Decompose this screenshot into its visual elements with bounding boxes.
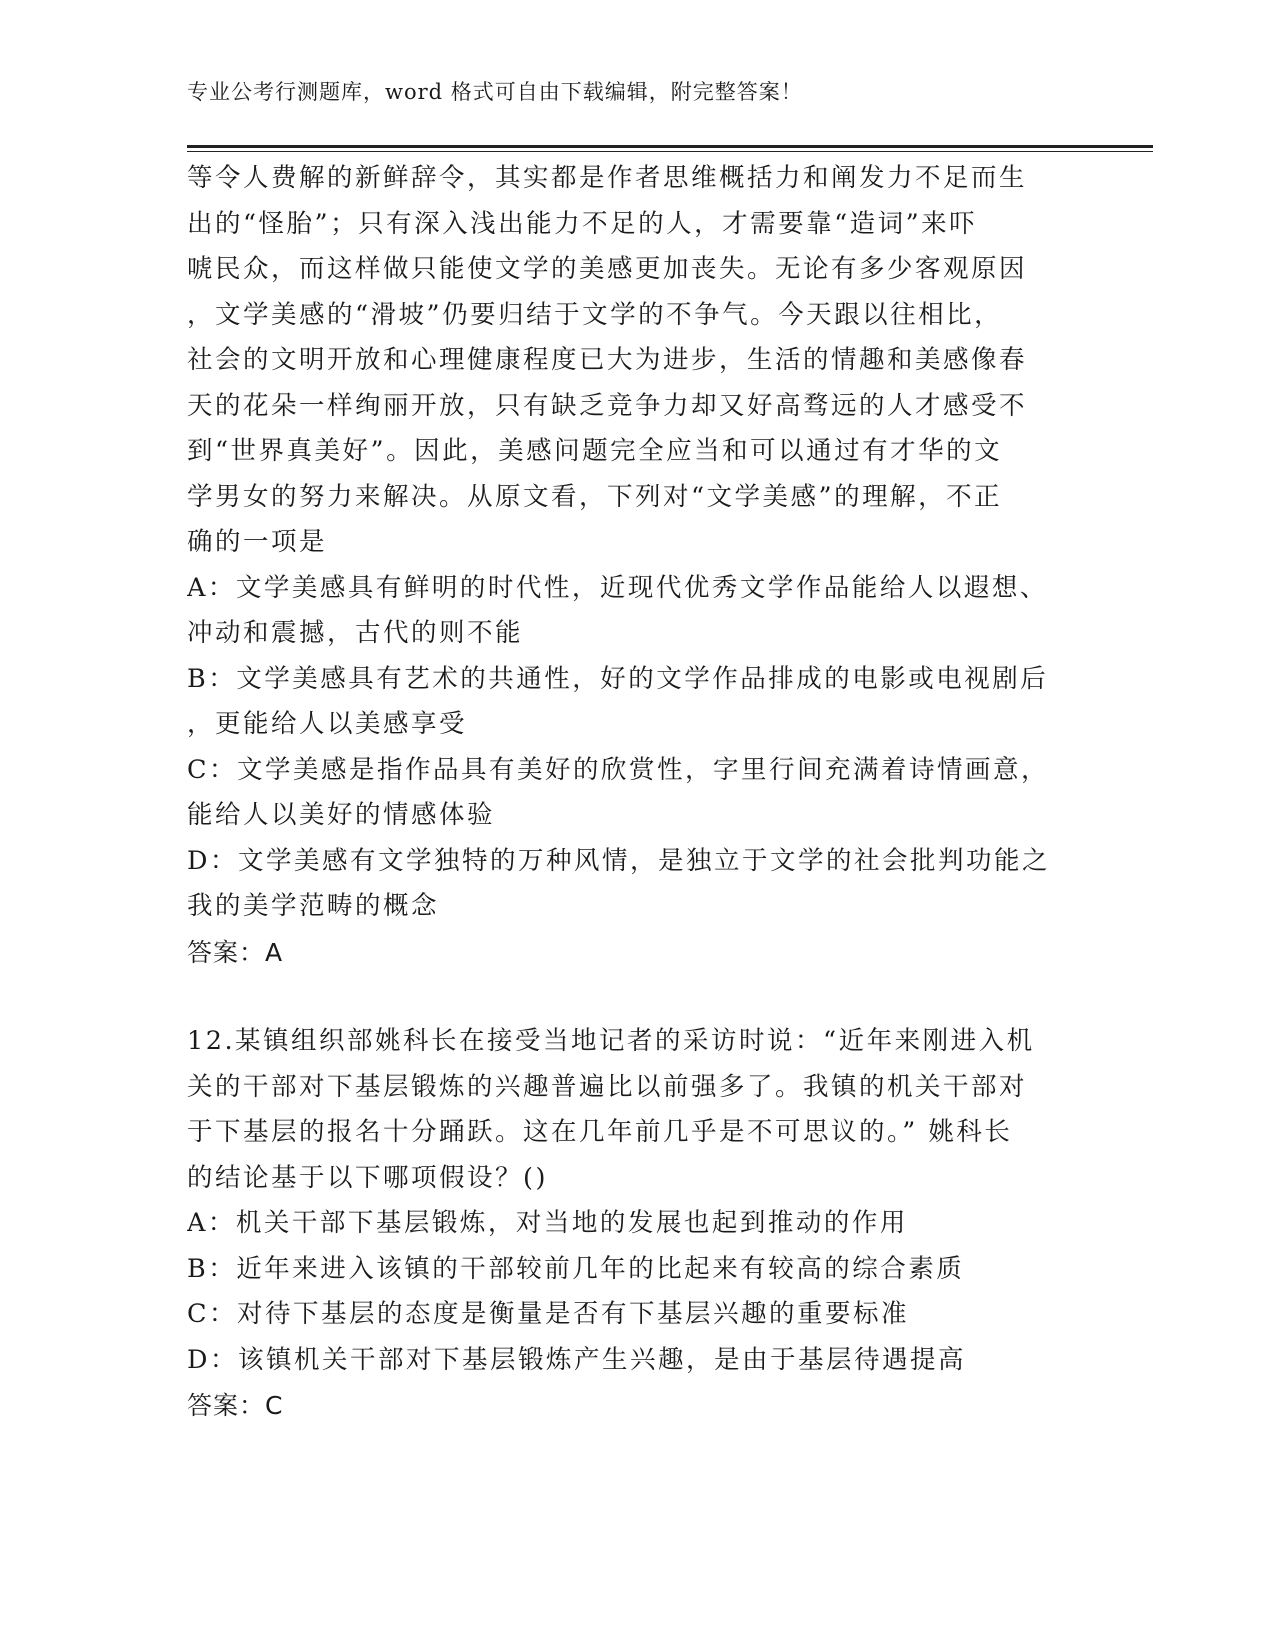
answer-line: 答案：A — [187, 937, 284, 967]
page-header: 专业公考行测题库，word 格式可自由下载编辑，附完整答案！ — [187, 80, 803, 104]
option-d-line: D：文学美感有文学独特的万种风情，是独立于文学的社会批判功能之 — [187, 845, 1050, 876]
text-line: 的结论基于以下哪项假设？() — [187, 1162, 548, 1193]
option-a-line: A：文学美感具有鲜明的时代性，近现代优秀文学作品能给人以遐想、 — [187, 572, 1048, 603]
text-line: 出的“怪胎”；只有深入浅出能力不足的人，才需要靠“造词”来吓 — [187, 208, 978, 239]
question-stem — [187, 1019, 1077, 1201]
option-c-line: C：对待下基层的态度是衡量是否有下基层兴趣的重要标准 — [187, 1299, 910, 1329]
question-options — [187, 1201, 1077, 1383]
header-divider-thin — [187, 151, 1153, 152]
text-line: 等令人费解的新鲜辞令，其实都是作者思维概括力和阐发力不足而生 — [187, 163, 1028, 193]
option-a-line: 冲动和震撼，古代的则不能 — [187, 618, 524, 648]
question-spacer — [187, 975, 1077, 1019]
text-line: 12.某镇组织部姚科长在接受当地记者的采访时说：“近年来刚进入机 — [187, 1026, 1035, 1056]
text-line: 唬民众，而这样做只能使文学的美感更加丧失。无论有多少客观原因 — [187, 254, 1028, 284]
option-d-line: 我的美学范畴的概念 — [187, 891, 440, 921]
option-a-line: A：机关干部下基层锻炼，对当地的发展也起到推动的作用 — [187, 1208, 908, 1238]
option-d-line: D：该镇机关干部对下基层锻炼产生兴趣，是由于基层待遇提高 — [187, 1344, 966, 1375]
text-line: 到“世界真美好”。因此，美感问题完全应当和可以通过有才华的文 — [187, 436, 1003, 466]
text-line: 社会的文明开放和心理健康程度已大为进步，生活的情趣和美感像春 — [187, 345, 1028, 375]
question-11 — [187, 156, 1077, 975]
option-c-line: C：文学美感是指作品具有美好的欣赏性，字里行间充满着诗情画意， — [187, 754, 1050, 785]
option-c-line: 能给人以美好的情感体验 — [187, 800, 496, 830]
text-line: 关的干部对下基层锻炼的兴趣普遍比以前强多了。我镇的机关干部对 — [187, 1071, 1028, 1102]
question-options — [187, 566, 1077, 930]
option-b-line: B：近年来进入该镇的干部较前几年的比起来有较高的综合素质 — [187, 1253, 965, 1284]
text-line: 于下基层的报名十分踊跃。这在几年前几乎是不可思议的。” 姚科长 — [187, 1117, 1013, 1147]
question-12 — [187, 1019, 1077, 1429]
text-line: 学男女的努力来解决。从原文看，下列对“文学美感”的理解，不正 — [187, 481, 1003, 512]
answer-line: 答案：C — [187, 1391, 284, 1420]
option-b-line: B：文学美感具有艺术的共通性，好的文学作品排成的电影或电视剧后 — [187, 663, 1049, 694]
header-divider — [187, 145, 1153, 148]
text-line: 天的花朵一样绚丽开放，只有缺乏竞争力却又好高骛远的人才感受不 — [187, 390, 1028, 421]
option-b-line: ，更能给人以美感享受 — [187, 709, 468, 739]
text-line: ，文学美感的“滑坡”仍要归结于文学的不争气。今天跟以往相比， — [187, 299, 1003, 330]
question-stem — [187, 156, 1077, 566]
document-body — [187, 156, 1077, 1429]
text-line: 确的一项是 — [187, 527, 328, 557]
